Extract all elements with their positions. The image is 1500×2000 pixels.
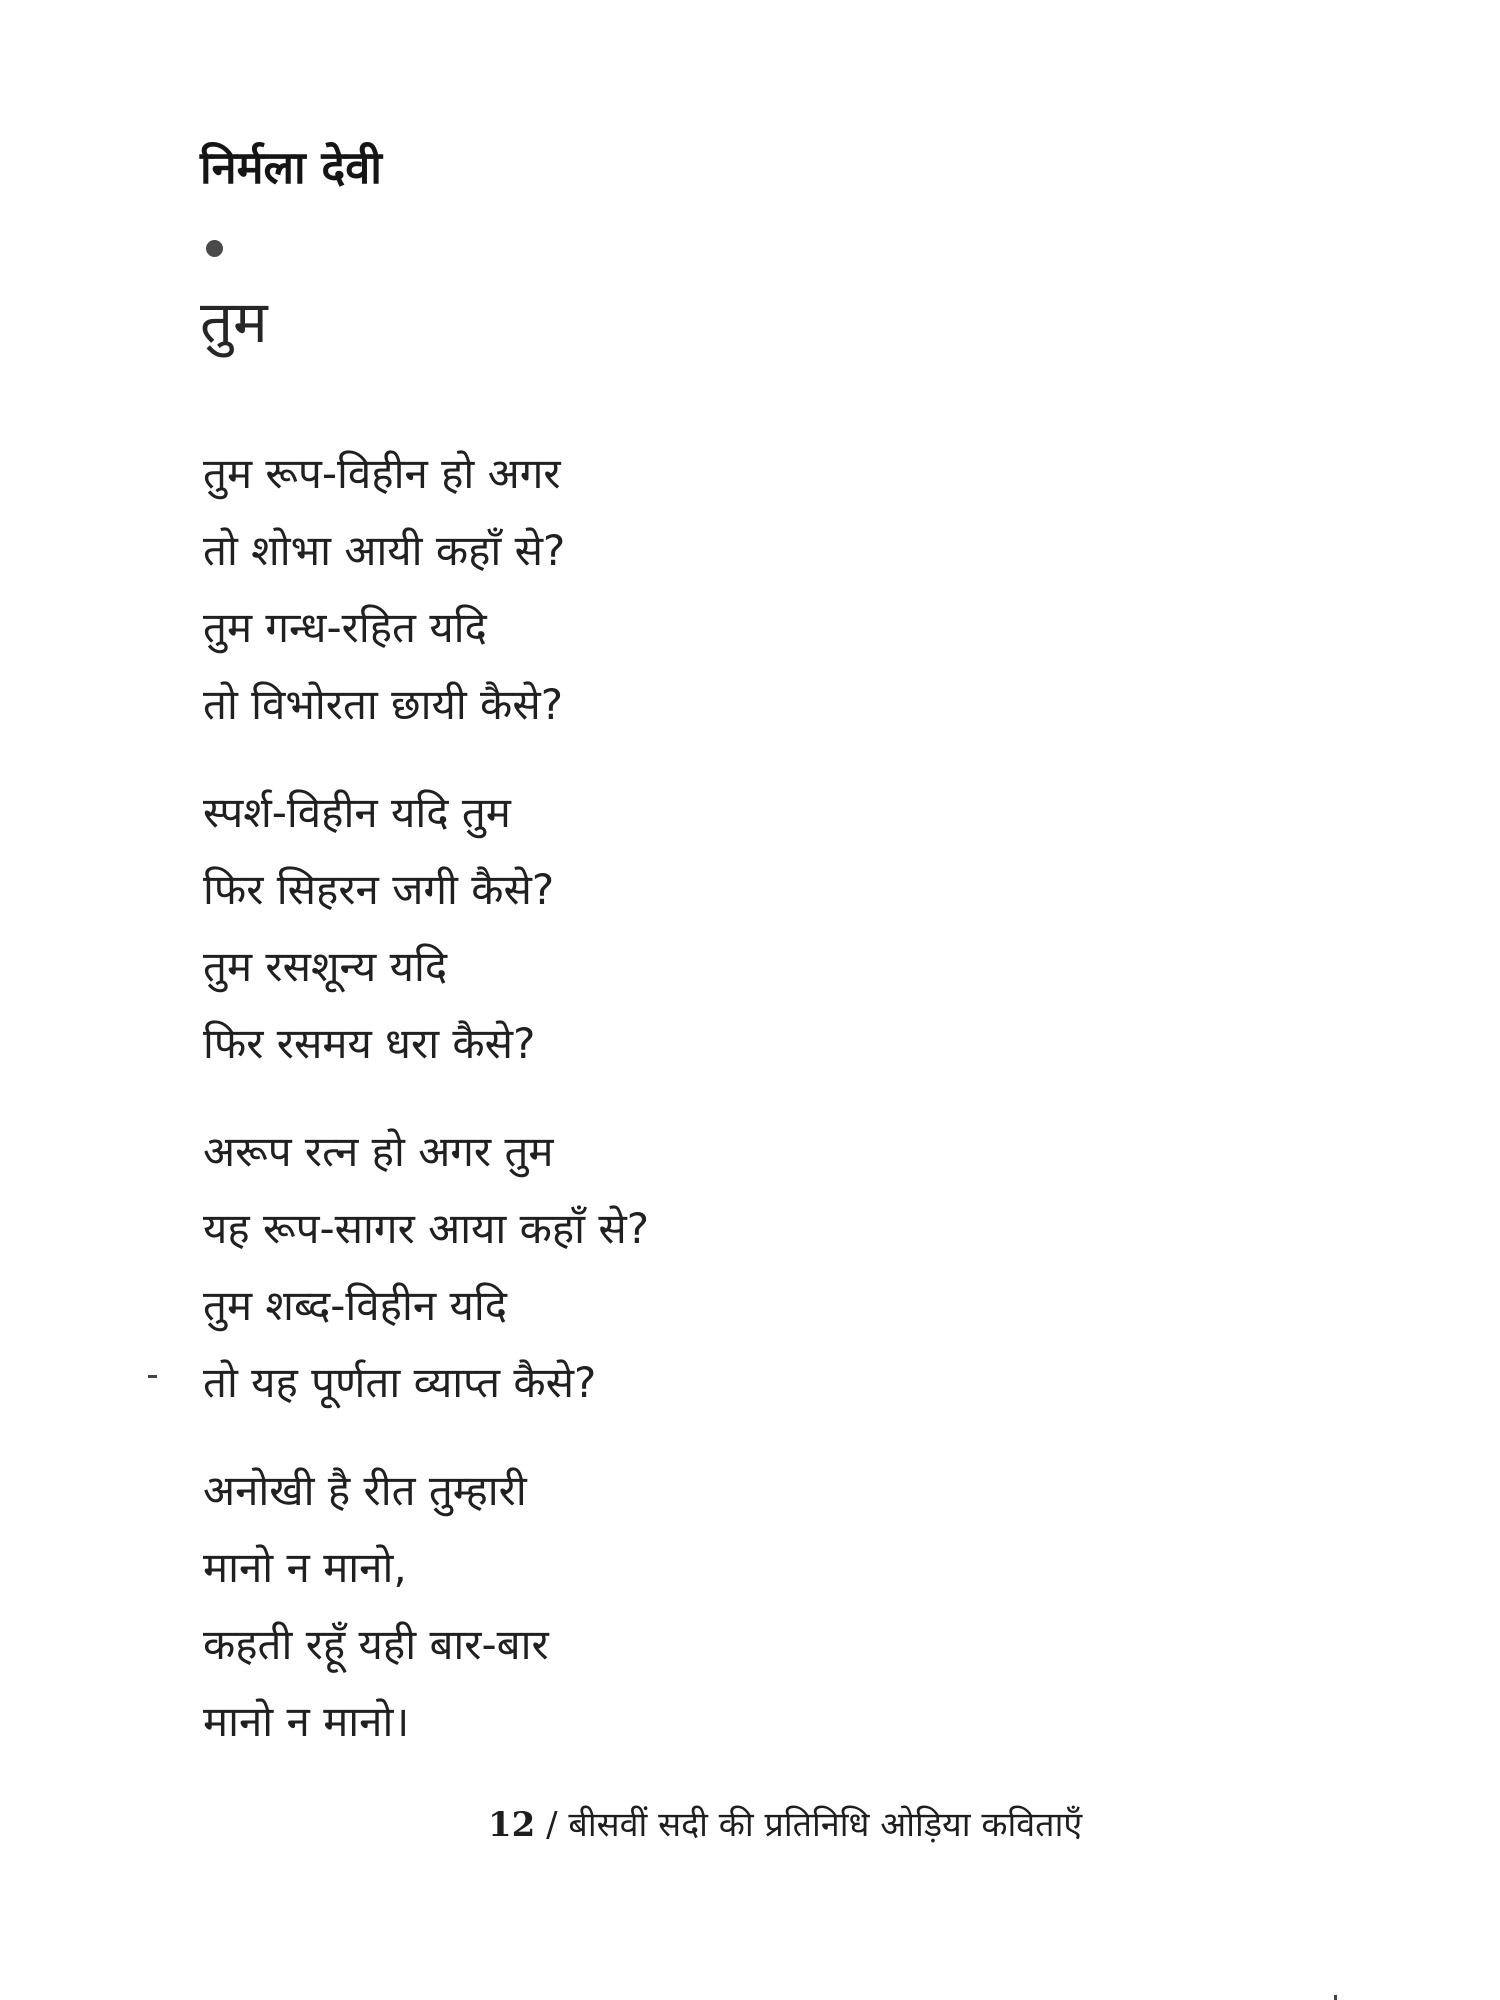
poem-title: तुम	[200, 288, 268, 356]
poem-line: अरूप रत्न हो अगर तुम	[203, 1127, 554, 1176]
book-title: बीसवीं सदी की प्रतिनिधि ओड़िया कविताएँ	[568, 1805, 1083, 1845]
poem-line: तुम शब्द-विहीन यदि	[203, 1281, 508, 1330]
poem-line: मानो न मानो।	[203, 1697, 410, 1746]
poem-body	[203, 0, 1103, 2000]
poem-line: फिर रसमय धरा कैसे?	[203, 1019, 536, 1068]
author-name: निर्मला देवी	[200, 141, 382, 194]
page-number: 12	[488, 1805, 536, 1845]
scan-speck	[1334, 1995, 1337, 2000]
poem-line: तुम गन्ध-रहित यदि	[203, 603, 487, 652]
scan-speck	[148, 1375, 157, 1378]
poem-line: तो विभोरता छायी कैसे?	[203, 680, 563, 729]
poem-line: फिर सिहरन जगी कैसे?	[203, 865, 555, 914]
poem-line: यह रूप-सागर आया कहाँ से?	[203, 1204, 650, 1253]
poem-line: तो यह पूर्णता व्याप्त कैसे?	[203, 1358, 597, 1407]
poem-line: मानो न मानो,	[203, 1543, 407, 1592]
poem-line: कहती रहूँ यही बार-बार	[203, 1620, 549, 1669]
poem-line: तो शोभा आयी कहाँ से?	[203, 526, 566, 575]
page-footer	[488, 1800, 1082, 1850]
poem-line: स्पर्श-विहीन यदि तुम	[203, 788, 511, 837]
footer-separator: /	[546, 1805, 558, 1845]
poem-line: तुम रूप-विहीन हो अगर	[203, 449, 561, 498]
poem-line: तुम रसशून्य यदि	[203, 942, 448, 991]
poem-line: अनोखी है रीत तुम्हारी	[203, 1466, 527, 1515]
